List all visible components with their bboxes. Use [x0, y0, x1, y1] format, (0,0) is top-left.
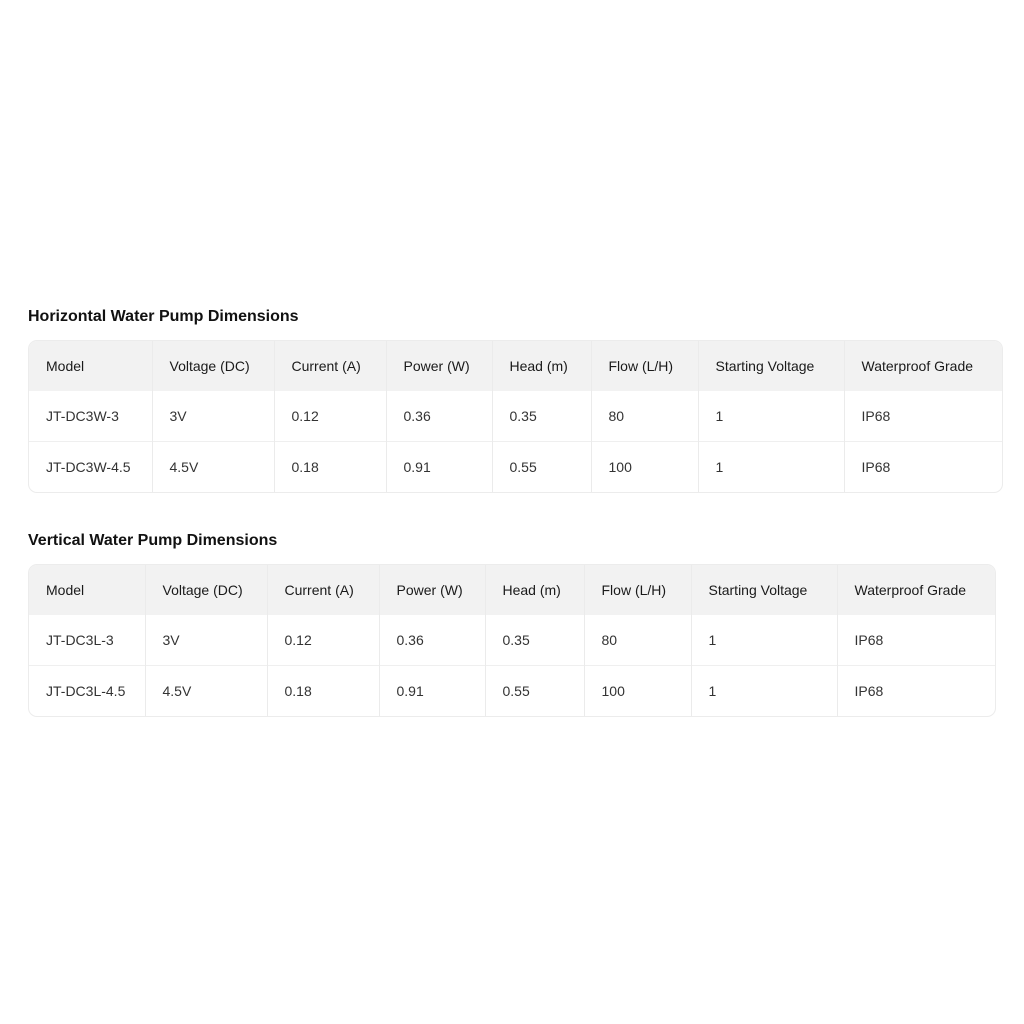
column-header: Head (m)	[492, 341, 591, 391]
table-cell: 0.12	[267, 615, 379, 666]
column-header: Flow (L/H)	[591, 341, 698, 391]
column-header: Starting Voltage	[698, 341, 844, 391]
table-cell: 0.91	[379, 666, 485, 717]
column-header: Waterproof Grade	[837, 565, 996, 615]
column-header: Head (m)	[485, 565, 584, 615]
table-cell: JT-DC3W-4.5	[29, 442, 152, 493]
table-cell: 3V	[152, 391, 274, 442]
table-cell: 4.5V	[152, 442, 274, 493]
table-cell: 0.55	[485, 666, 584, 717]
table-cell: JT-DC3W-3	[29, 391, 152, 442]
table-cell: 80	[584, 615, 691, 666]
table-cell: 0.91	[386, 442, 492, 493]
section-title: Vertical Water Pump Dimensions	[28, 532, 278, 549]
column-header: Model	[29, 565, 145, 615]
table-cell: 0.18	[274, 442, 386, 493]
table-cell: 80	[591, 391, 698, 442]
table-cell: 0.35	[485, 615, 584, 666]
table-cell: 100	[584, 666, 691, 717]
table-row	[29, 391, 1003, 442]
table-row	[29, 615, 996, 666]
table-cell: 0.36	[386, 391, 492, 442]
vertical-pump-section	[28, 529, 996, 717]
table-cell: 1	[698, 391, 844, 442]
table-cell: 1	[691, 666, 837, 717]
table-header-row	[29, 341, 1003, 391]
column-header: Voltage (DC)	[145, 565, 267, 615]
table-cell: IP68	[844, 442, 1003, 493]
table-cell: 0.18	[267, 666, 379, 717]
table-row	[29, 442, 1003, 493]
table-cell: 1	[691, 615, 837, 666]
column-header: Starting Voltage	[691, 565, 837, 615]
horizontal-pump-table	[29, 341, 1003, 492]
column-header: Power (W)	[386, 341, 492, 391]
table-cell: 0.12	[274, 391, 386, 442]
column-header: Flow (L/H)	[584, 565, 691, 615]
column-header: Power (W)	[379, 565, 485, 615]
table-cell: JT-DC3L-3	[29, 615, 145, 666]
column-header: Waterproof Grade	[844, 341, 1003, 391]
table-cell: 3V	[145, 615, 267, 666]
column-header: Model	[29, 341, 152, 391]
table-header-row	[29, 565, 996, 615]
vertical-pump-table	[29, 565, 996, 716]
section-title: Horizontal Water Pump Dimensions	[28, 308, 299, 325]
table-cell: JT-DC3L-4.5	[29, 666, 145, 717]
table-cell: IP68	[854, 632, 884, 648]
table-cell: 0.35	[492, 391, 591, 442]
column-header: Current (A)	[267, 565, 379, 615]
specs-table-container	[28, 340, 1003, 493]
specs-table-container	[28, 564, 996, 717]
table-cell: 0.36	[379, 615, 485, 666]
table-cell: IP68	[861, 408, 891, 424]
table-cell: 0.55	[492, 442, 591, 493]
horizontal-pump-section	[28, 305, 1003, 493]
table-cell: 1	[698, 442, 844, 493]
table-cell: 4.5V	[145, 666, 267, 717]
table-cell: 100	[591, 442, 698, 493]
column-header: Current (A)	[274, 341, 386, 391]
table-cell: IP68	[837, 666, 996, 717]
table-row	[29, 666, 996, 717]
column-header: Voltage (DC)	[152, 341, 274, 391]
